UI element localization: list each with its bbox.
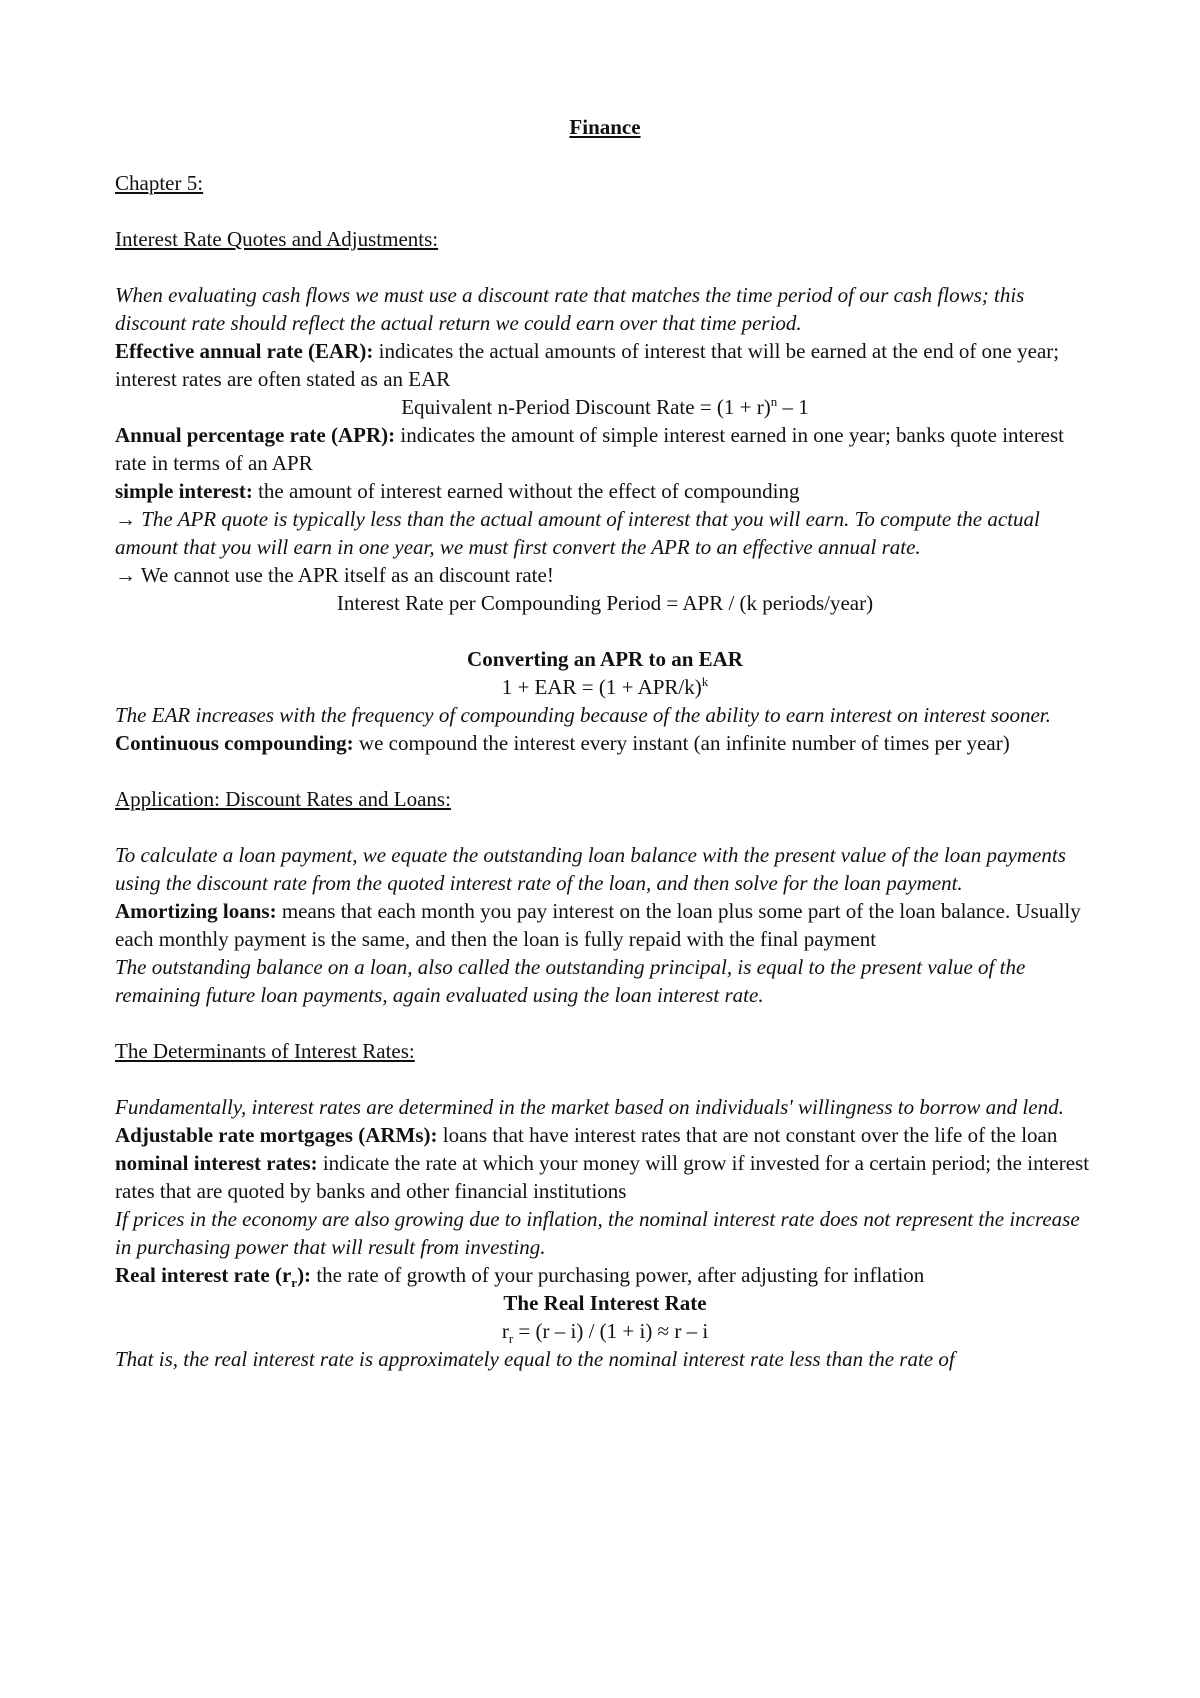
document-body bbox=[115, 113, 1095, 1373]
definition-continuous-compounding-text: we compound the interest every instant (an infinite number of times per year) bbox=[353, 731, 1010, 755]
definition-simple-interest-text: the amount of interest earned without the effect of compounding bbox=[252, 479, 800, 503]
note-apr-quote bbox=[115, 505, 1095, 561]
term-real-rate bbox=[115, 1263, 312, 1291]
formula-equivalent-rate bbox=[115, 393, 1095, 421]
paragraph-determinants-intro: Fundamentally, interest rates are determined in the market based on individuals' willingness to borrow and lend. bbox=[115, 1095, 1064, 1119]
term-real-rate-subscript: r bbox=[291, 1275, 298, 1291]
definition-nominal-rates bbox=[115, 1149, 1095, 1205]
arrow-icon: → bbox=[115, 507, 142, 531]
definition-amortizing-loans bbox=[115, 897, 1095, 953]
formula-convert-base: 1 + EAR = (1 + APR/k) bbox=[501, 675, 702, 699]
definition-simple-interest bbox=[115, 477, 1095, 505]
paragraph-discount-rate-intro: When evaluating cash flows we must use a discount rate that matches the time period of our cash flows; this discount rate should reflect the actual return we could earn over that time period. bbox=[115, 283, 1025, 335]
note-apr-warning: → We cannot use the APR itself as an discount rate! bbox=[115, 563, 554, 587]
subheading-convert-apr-ear: Converting an APR to an EAR bbox=[467, 647, 743, 671]
formula-rate-per-period: Interest Rate per Compounding Period = APR / (k periods/year) bbox=[336, 591, 874, 615]
note-ear-frequency: The EAR increases with the frequency of compounding because of the ability to earn interest on interest sooner. bbox=[115, 703, 1051, 727]
formula-real-rate bbox=[115, 1317, 1095, 1345]
term-continuous-compounding: Continuous compounding: bbox=[115, 731, 354, 755]
section-heading-interest-rate-quotes: Interest Rate Quotes and Adjustments: bbox=[115, 227, 439, 251]
term-real-rate-base: Real interest rate (r bbox=[115, 1263, 292, 1287]
formula-equivalent-rate-exponent: n bbox=[770, 394, 778, 409]
section-heading-determinants: The Determinants of Interest Rates: bbox=[115, 1039, 415, 1063]
section-heading-application: Application: Discount Rates and Loans: bbox=[115, 787, 451, 811]
definition-ear bbox=[115, 337, 1095, 393]
chapter-heading: Chapter 5: bbox=[115, 171, 204, 195]
page-title: Finance bbox=[569, 115, 641, 139]
definition-arms-text: loans that have interest rates that are not constant over the life of the loan bbox=[437, 1123, 1058, 1147]
subheading-real-interest-rate: The Real Interest Rate bbox=[503, 1291, 707, 1315]
formula-real-rate-tail: = (r – i) / (1 + i) ≈ r – i bbox=[513, 1319, 709, 1343]
formula-equivalent-rate-base: Equivalent n-Period Discount Rate = (1 + r) bbox=[401, 395, 771, 419]
term-arms: Adjustable rate mortgages (ARMs): bbox=[115, 1123, 438, 1147]
definition-apr-text: indicates the amount of simple interest earned in one year; banks quote interest rate in terms of an APR bbox=[115, 423, 1065, 475]
definition-nominal-rates-text: indicate the rate at which your money will grow if invested for a certain period; the interest rates that are quoted by banks and other financial institutions bbox=[115, 1151, 1090, 1203]
term-amortizing-loans: Amortizing loans: bbox=[115, 899, 277, 923]
definition-amortizing-loans-text: means that each month you pay interest on the loan plus some part of the loan balance. Usually each monthly payment is the same, and then the loan is fully repaid with the final payment bbox=[115, 899, 1081, 951]
definition-real-rate-text: the rate of growth of your purchasing power, after adjusting for inflation bbox=[311, 1263, 925, 1287]
note-inflation: If prices in the economy are also growing due to inflation, the nominal interest rate does not represent the increase in purchasing power that will result from investing. bbox=[115, 1207, 1080, 1259]
definition-continuous-compounding bbox=[115, 729, 1095, 757]
term-ear: Effective annual rate (EAR): bbox=[115, 339, 374, 363]
definition-arms bbox=[115, 1121, 1095, 1149]
formula-convert-apr-ear bbox=[115, 673, 1095, 701]
definition-apr bbox=[115, 421, 1095, 477]
term-simple-interest: simple interest: bbox=[115, 479, 253, 503]
formula-real-rate-base: r bbox=[501, 1319, 509, 1343]
formula-equivalent-rate-tail: – 1 bbox=[777, 395, 809, 419]
definition-real-rate bbox=[115, 1261, 1095, 1289]
note-apr-quote-text: The APR quote is typically less than the actual amount of interest that you will earn. To compute the actual amount that you will earn in one year, we must first convert the APR to an effective annual rate. bbox=[115, 507, 1040, 559]
term-nominal-rates: nominal interest rates: bbox=[115, 1151, 318, 1175]
note-outstanding-balance: The outstanding balance on a loan, also called the outstanding principal, is equal to the present value of the remaining future loan payments, again evaluated using the loan interest rate. bbox=[115, 955, 1026, 1007]
definition-ear-text: indicates the actual amounts of interest that will be earned at the end of one year; interest rates are often stated as an EAR bbox=[115, 339, 1060, 391]
formula-real-rate-subscript: r bbox=[508, 1331, 514, 1347]
note-real-rate-approx: That is, the real interest rate is approximately equal to the nominal interest rate less than the rate of bbox=[115, 1347, 955, 1371]
formula-convert-exponent: k bbox=[701, 674, 709, 689]
term-real-rate-tail: ): bbox=[297, 1263, 312, 1287]
term-apr: Annual percentage rate (APR): bbox=[115, 423, 396, 447]
paragraph-loan-payment-intro: To calculate a loan payment, we equate the outstanding loan balance with the present value of the loan payments using the discount rate from the quoted interest rate of the loan, and then solve for the loan payment. bbox=[115, 843, 1066, 895]
